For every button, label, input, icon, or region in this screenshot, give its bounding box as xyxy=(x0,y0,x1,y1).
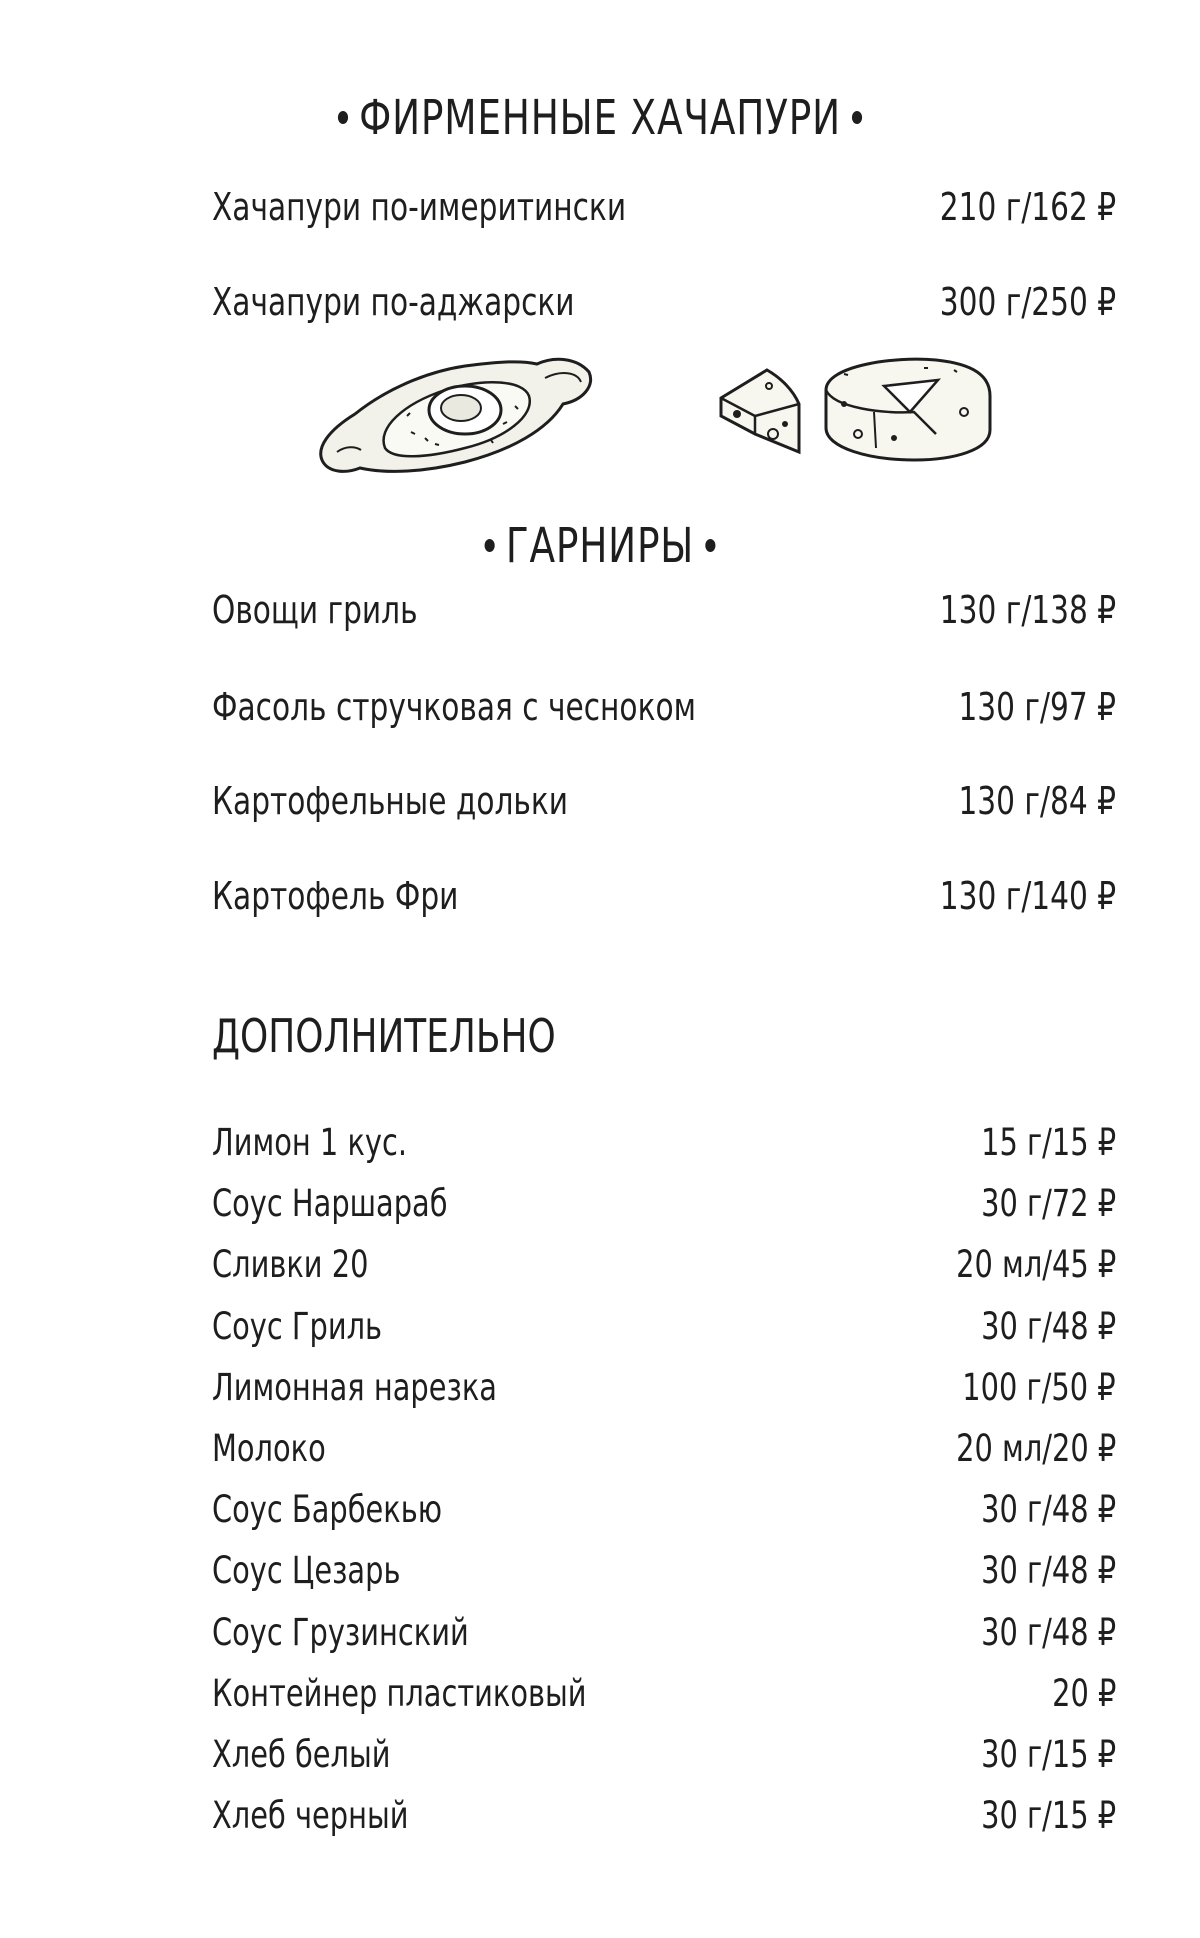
menu-item xyxy=(212,1424,1116,1474)
item-name: Фасоль стручковая с чесноком xyxy=(212,685,696,729)
menu-item xyxy=(212,1302,1116,1352)
bullet-dot xyxy=(485,539,495,552)
item-price: 30 г/72 ₽ xyxy=(980,1182,1116,1226)
menu-item xyxy=(212,1730,1116,1780)
item-name: Картофельные дольки xyxy=(212,779,569,823)
section-title-khachapuri: ФИРМЕННЫЕ ХАЧАПУРИ xyxy=(132,88,1068,148)
item-name: Хачапури по-аджарски xyxy=(212,280,575,324)
item-price: 210 г/162 ₽ xyxy=(939,185,1116,229)
item-name: Соус Грузинский xyxy=(212,1610,469,1654)
menu-item xyxy=(212,682,1116,732)
item-price: 300 г/250 ₽ xyxy=(939,280,1116,324)
item-price: 20 мл/20 ₽ xyxy=(955,1427,1116,1470)
item-name: Лимон 1 кус. xyxy=(212,1121,408,1164)
khachapuri-adjarian-icon xyxy=(315,350,595,482)
menu-item xyxy=(212,1669,1116,1719)
menu-item xyxy=(212,1485,1116,1535)
item-price: 30 г/15 ₽ xyxy=(980,1733,1116,1776)
item-price: 30 г/48 ₽ xyxy=(980,1304,1116,1348)
item-price: 130 г/84 ₽ xyxy=(958,779,1116,823)
menu-item xyxy=(212,1791,1116,1841)
item-name: Соус Барбекью xyxy=(212,1488,443,1532)
item-name: Молоко xyxy=(212,1427,326,1470)
menu-item xyxy=(212,1608,1116,1658)
item-name: Соус Гриль xyxy=(212,1304,383,1348)
menu-item xyxy=(212,277,1116,327)
section-title-extra: ДОПОЛНИТЕЛЬНО xyxy=(212,1009,556,1063)
menu-item xyxy=(212,1240,1116,1290)
menu-item xyxy=(212,1179,1116,1229)
item-name: Контейнер пластиковый xyxy=(212,1671,587,1715)
item-price: 30 г/48 ₽ xyxy=(980,1549,1116,1593)
item-price: 130 г/97 ₽ xyxy=(958,685,1116,729)
item-price: 30 г/48 ₽ xyxy=(980,1610,1116,1654)
item-name: Овощи гриль xyxy=(212,588,418,632)
item-price: 30 г/48 ₽ xyxy=(980,1488,1116,1532)
item-price: 15 г/15 ₽ xyxy=(980,1121,1116,1164)
menu-item xyxy=(212,776,1116,826)
item-name: Соус Цезарь xyxy=(212,1549,401,1593)
item-price: 20 мл/45 ₽ xyxy=(955,1243,1116,1287)
item-price: 130 г/138 ₽ xyxy=(939,588,1116,632)
item-name: Соус Наршараб xyxy=(212,1182,448,1226)
item-name: Сливки 20 xyxy=(212,1243,369,1287)
item-price: 30 г/15 ₽ xyxy=(980,1794,1116,1838)
bullet-dot xyxy=(338,111,348,124)
menu-item xyxy=(212,1118,1116,1168)
bullet-dot xyxy=(705,539,715,552)
bullet-dot xyxy=(852,111,862,124)
cheese-wedge-icon xyxy=(715,364,805,458)
section-title-garnish: ГАРНИРЫ xyxy=(132,516,1068,576)
item-name: Хлеб белый xyxy=(212,1733,391,1776)
item-price: 130 г/140 ₽ xyxy=(939,874,1116,918)
item-name: Хачапури по-имеритински xyxy=(212,185,627,229)
menu-item xyxy=(212,1546,1116,1596)
menu-item xyxy=(212,1363,1116,1413)
item-name: Лимонная нарезка xyxy=(212,1365,497,1409)
menu-item xyxy=(212,871,1116,921)
item-name: Хлеб черный xyxy=(212,1794,409,1838)
menu-item xyxy=(212,585,1116,635)
item-name: Картофель Фри xyxy=(212,874,459,918)
item-price: 100 г/50 ₽ xyxy=(962,1365,1116,1409)
menu-item xyxy=(212,182,1116,232)
item-price: 20 ₽ xyxy=(1051,1671,1116,1715)
cheese-wheel-icon xyxy=(814,352,994,464)
